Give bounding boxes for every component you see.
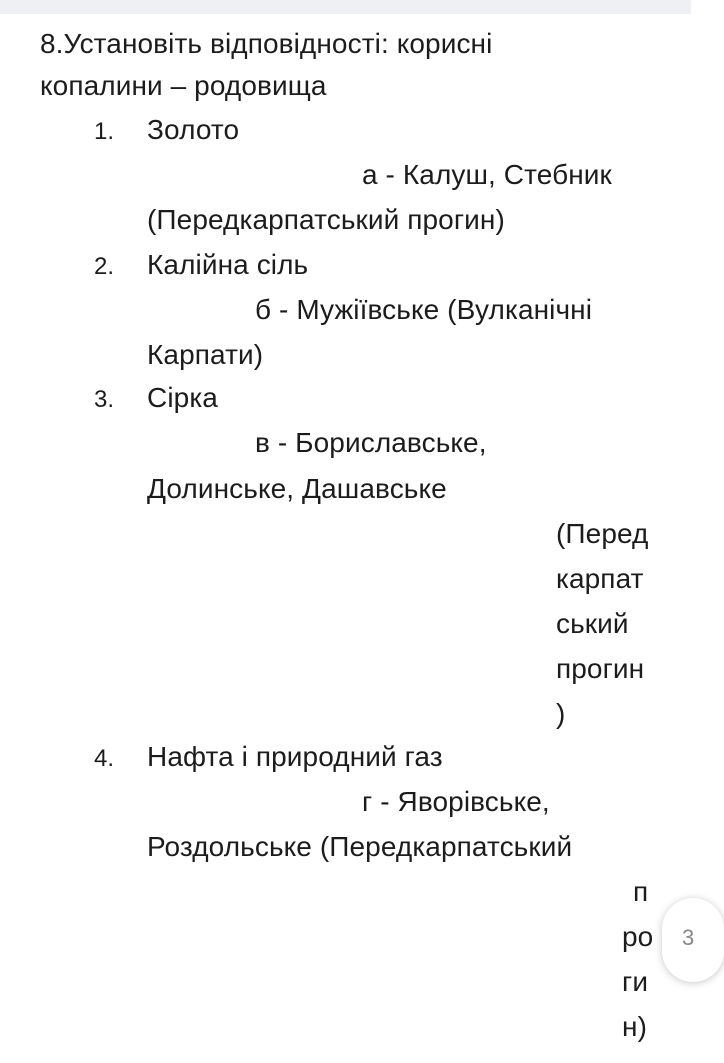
mineral-label: Сірка xyxy=(147,382,218,413)
top-bar xyxy=(0,0,691,14)
deposit-line: в - Бориславське, xyxy=(255,427,487,458)
item-number: 1. xyxy=(94,118,115,145)
mineral-label: Золото xyxy=(147,114,240,145)
floating-action-icon: 3 xyxy=(682,925,695,950)
deposit-line: ро xyxy=(622,921,654,952)
item-number: 4. xyxy=(94,745,115,772)
deposit-line: Карпати) xyxy=(147,339,264,370)
deposit-line: ський xyxy=(556,608,629,639)
deposit-line: карпат xyxy=(556,563,644,594)
deposit-line: г - Яворівське, xyxy=(362,786,550,817)
deposit-line: п xyxy=(633,876,649,907)
deposit-line: а - Калуш, Стебник xyxy=(362,159,612,190)
question-line-1: 8.Установіть відповідності: корисні xyxy=(40,28,493,59)
deposit-line: (Передкарпатський прогин) xyxy=(147,204,505,235)
mineral-label: Нафта і природний газ xyxy=(147,741,443,772)
item-number: 3. xyxy=(94,386,115,413)
deposit-line: Долинське, Дашавське xyxy=(147,473,447,504)
item-number: 2. xyxy=(94,253,115,280)
deposit-line: н) xyxy=(622,1011,647,1042)
deposit-line: Роздольське (Передкарпатський xyxy=(147,831,573,862)
question-line-2: копалини – родовища xyxy=(40,70,327,101)
deposit-line: прогин xyxy=(556,653,645,684)
deposit-line: (Перед xyxy=(556,518,649,549)
deposit-line: ) xyxy=(556,698,566,729)
deposit-line: б - Мужіївське (Вулканічні xyxy=(255,294,593,325)
mineral-label: Калійна сіль xyxy=(147,249,309,280)
deposit-line: ги xyxy=(622,966,649,997)
